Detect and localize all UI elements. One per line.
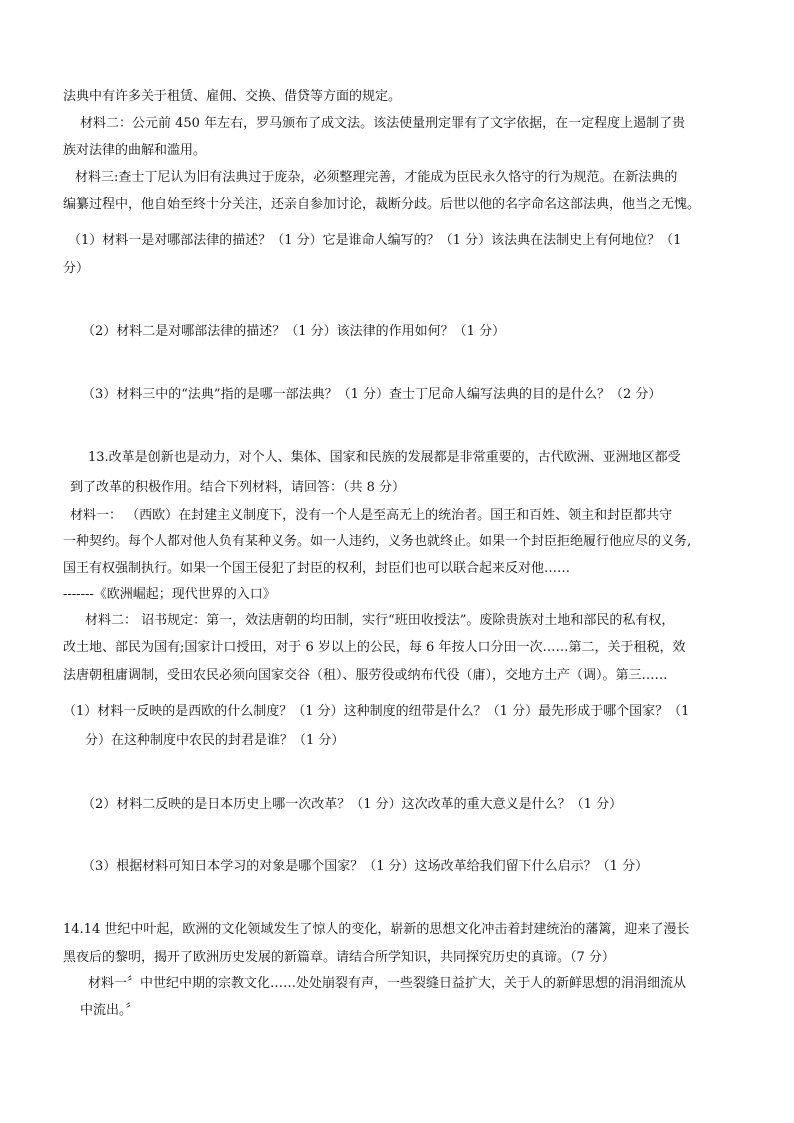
text-line: 材料二：公元前 450 年左右，罗马颁布了成文法。该法使量刑定罪有了文字依据，在一定程度上遏制了贵 bbox=[80, 116, 686, 131]
question-line: （1）材料一是对哪部法律的描述？（1 分）它是谁命人编写的？（1 分）该法典在法制史上有何地位？（1 bbox=[68, 233, 682, 248]
question-line: 到了改革的积极作用。结合下列材料，请回答：（共 8 分） bbox=[70, 480, 406, 495]
question-line: 分） bbox=[63, 261, 90, 276]
text-line: 法唐朝租庸调制，受田农民必须向国家交谷（租）、服劳役或纳布代役（庸），交地方土产（调）。第三…… bbox=[63, 668, 668, 683]
text-line: 编纂过程中，他自始至终十分关注，还亲自参加讨论，裁断分歧。后世以他的名字命名这部法典，他当之无愧。 bbox=[63, 197, 701, 212]
question-line: 14.14 世纪中叶起，欧洲的文化领域发生了惊人的变化，崭新的思想文化冲击着封建统治的藩篱，迎来了漫长 bbox=[63, 922, 690, 937]
question-line: （2）材料二是对哪部法律的描述？（1 分）该法律的作用如何？（1 分） bbox=[82, 324, 506, 339]
text-line: 材料一〞中世纪中期的宗教文化……处处崩裂有声，一些裂缝日益扩大，关于人的新鲜思想的涓涓细流从 bbox=[88, 976, 687, 991]
text-line: 一种契约。每个人都对他人负有某种义务。如一人违约，义务也就终止。如果一个封臣拒绝履行他应尽的义务, bbox=[63, 534, 692, 549]
text-line: 材料三:查士丁尼认为旧有法典过于庞杂，必须整理完善，才能成为臣民永久恪守的行为规范。在新法典的 bbox=[75, 170, 678, 185]
question-line: 黑夜后的黎明，揭开了欧洲历史发展的新篇章。请结合所学知识，共同探究历史的真谛。（7 分） bbox=[63, 950, 615, 965]
text-line: 国王有权强制执行。如果一个国王侵犯了封臣的权利，封臣们也可以联合起来反对他…… bbox=[63, 561, 571, 576]
text-line: 族对法律的曲解和滥用。 bbox=[63, 143, 207, 158]
text-line: 材料二： 诏书规定：第一，效法唐朝的均田制，实行“班田收授法”。废除贵族对土地和部民的私有权， bbox=[85, 613, 675, 628]
question-line: （3）根据材料可知日本学习的对象是哪个国家？（1 分）这场改革给我们留下什么启示？（1 分） bbox=[82, 859, 649, 874]
question-line: 13.改革是创新也是动力，对个人、集体、国家和民族的发展都是非常重要的，古代欧洲、亚洲地区都受 bbox=[88, 450, 681, 465]
text-line: 材料一： （西欧）在封建主义制度下，没有一个人是至高无上的统治者。国王和百姓、领主和封臣都共守 bbox=[70, 508, 673, 523]
question-line: （2）材料二反映的是日本历史上哪一次改革？（1 分）这次改革的重大意义是什么？（1 分） bbox=[82, 797, 623, 812]
question-line: （1）材料一反映的是西欧的什么制度？（1 分）这种制度的纽带是什么？（1 分）最先形成于哪个国家？（1 bbox=[63, 704, 690, 719]
source-citation: -------《欧洲崛起；现代世界的入口》 bbox=[63, 587, 276, 602]
text-line: 法典中有许多关于租赁、雇佣、交换、借贷等方面的规定。 bbox=[63, 89, 402, 104]
text-line: 中流出。〞 bbox=[80, 1003, 139, 1018]
question-line: 分）在这种制度中农民的封君是谁？（1 分） bbox=[85, 733, 345, 748]
question-line: （3）材料三中的“法典”指的是哪一部法典？（1 分）查士丁尼命人编写法典的目的是什么？（2 分） bbox=[82, 387, 662, 402]
text-line: 改土地、部民为国有;国家计口授田，对于 6 岁以上的公民，每 6 年按人口分田一次……第二，关于租税，效 bbox=[63, 640, 686, 655]
